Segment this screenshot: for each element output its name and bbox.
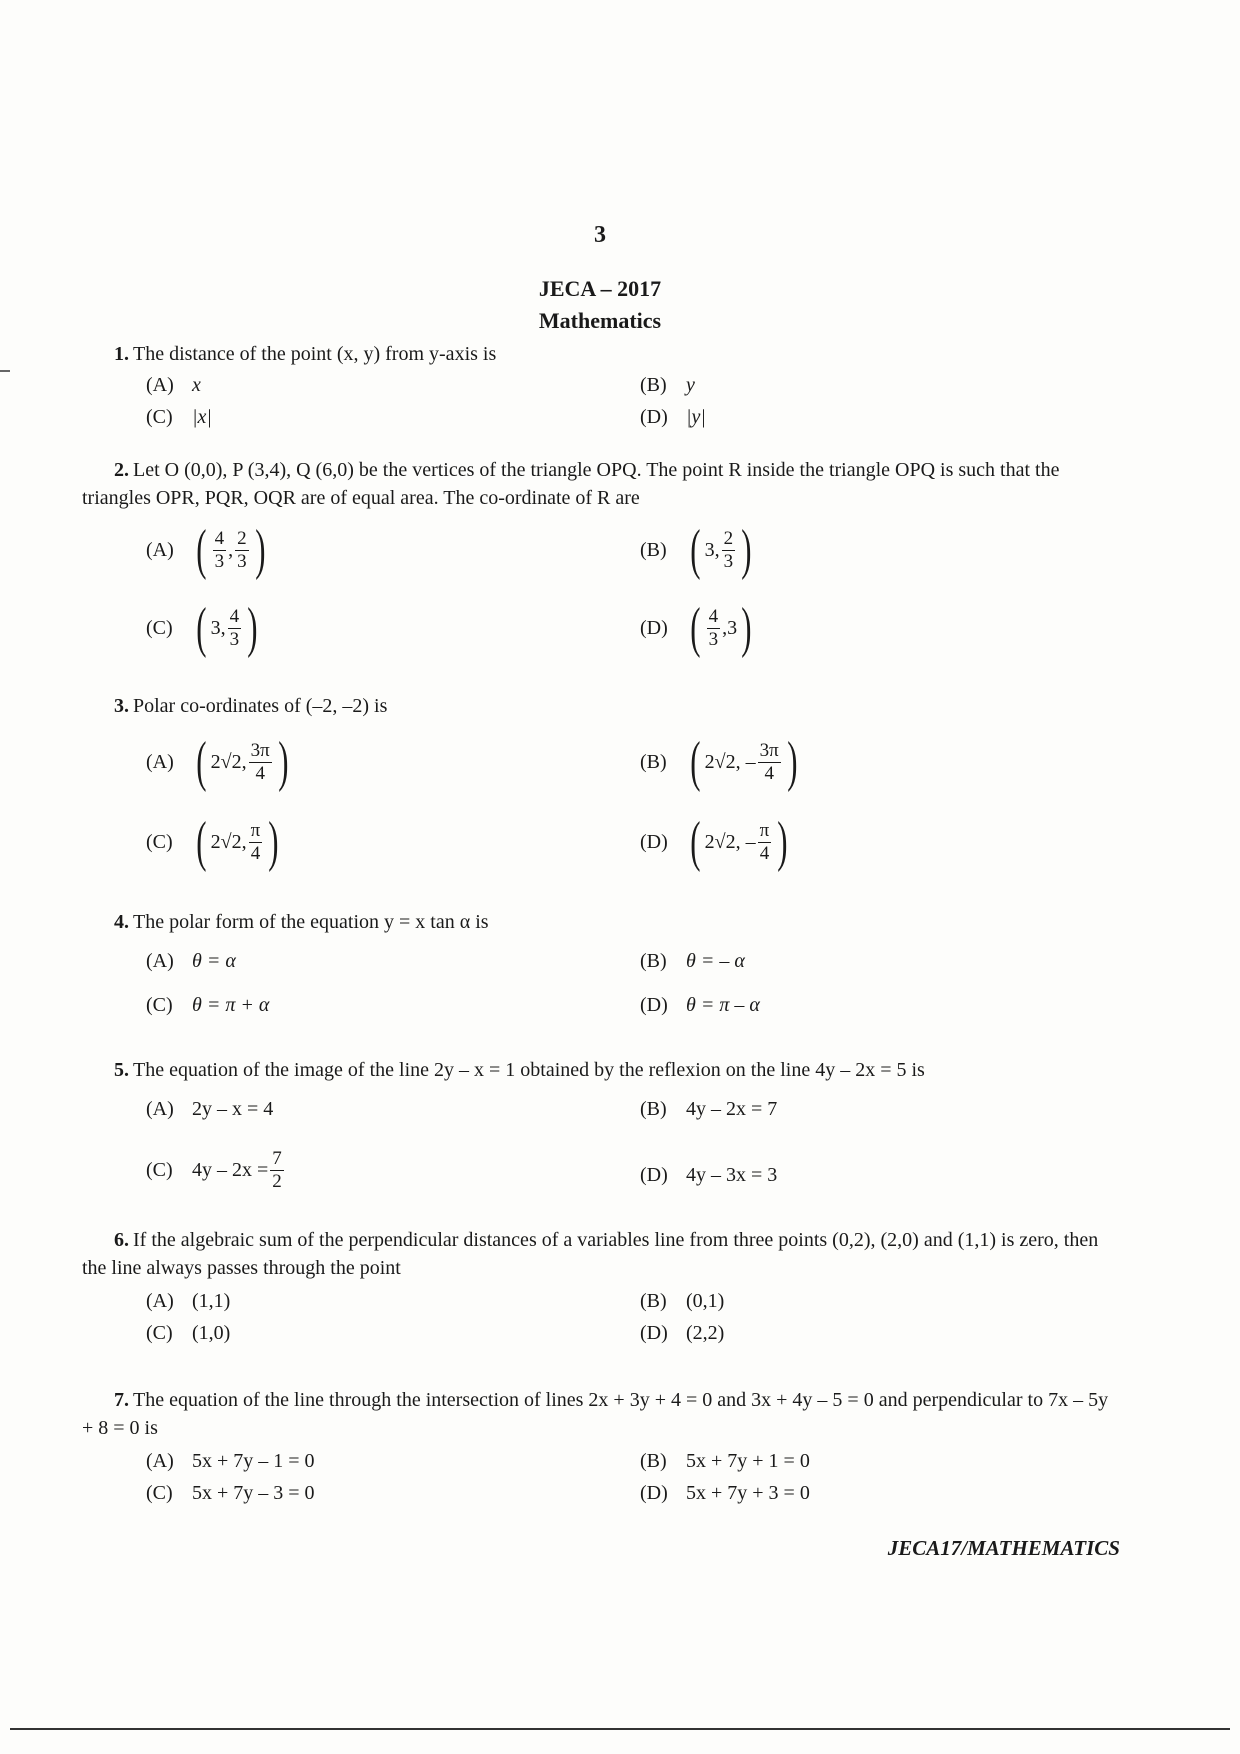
q5-option-d: (D) 4y – 3x = 3	[640, 1164, 778, 1186]
q4-option-d: (D) θ = π – α	[640, 994, 760, 1016]
q3-option-d: (D) ( 2√2, – $\frac{\pi}{4}$ )	[640, 811, 788, 873]
footer-code: JECA17/MATHEMATICS	[887, 1536, 1120, 1560]
q3-option-a: (A) ( 2√2, $\frac{3\pi}{4}$ )	[146, 731, 289, 793]
question-2: 2. Let O (0,0), P (3,4), Q (6,0) be the vertices of the triangle OPQ. The point R inside the triangle OPQ is such that the triangles OPR, PQR, OQR are of equal area. The co-ordinate of R are	[82, 459, 1060, 509]
q1-option-a: (A) x	[146, 374, 201, 396]
q6-option-c: (C) (1,0)	[146, 1322, 231, 1344]
question-text: The equation of the line through the intersection of lines 2x + 3y + 4 = 0 and 3x + 4y – 5 = 0 and perpendicular to 7x – 5y + 8 = 0 is	[82, 1389, 1109, 1439]
q1-option-c: (C) |x|	[146, 406, 212, 428]
q7-option-a: (A) 5x + 7y – 1 = 0	[146, 1450, 315, 1472]
bottom-rule	[10, 1728, 1230, 1730]
scan-mark	[0, 370, 10, 372]
question-7: 7. The equation of the line through the intersection of lines 2x + 3y + 4 = 0 and 3x + 4y – 5 = 0 and perpendicular to 7x – 5y + 8 = 0 is	[82, 1389, 1109, 1439]
q7-option-d: (D) 5x + 7y + 3 = 0	[640, 1482, 810, 1504]
q2-option-c: (C) ( 3 , $\frac{4}{3}$ )	[146, 597, 258, 659]
page-number: 3	[594, 222, 606, 248]
q7-option-b: (B) 5x + 7y + 1 = 0	[640, 1450, 810, 1472]
q5-option-b: (B) 4y – 2x = 7	[640, 1098, 778, 1120]
q3-option-b: (B) ( 2√2, – $\frac{3\pi}{4}$ )	[640, 731, 798, 793]
q3-option-c: (C) ( 2√2, $\frac{\pi}{4}$ )	[146, 811, 279, 873]
question-text: Polar co-ordinates of (–2, –2) is	[133, 695, 388, 717]
question-text: If the algebraic sum of the perpendicular distances of a variables line from three points (0,2), (2,0) and (1,1) is zero, then the line always passes through the point	[82, 1229, 1099, 1279]
question-text: The equation of the image of the line 2y – x = 1 obtained by the reflexion on the line 4y – 2x = 5 is	[133, 1059, 925, 1081]
question-4: 4. The polar form of the equation y = x tan α is	[114, 911, 489, 933]
q5-option-c: (C) 4y – 2x = $\frac{7}{2}$	[146, 1148, 282, 1192]
q2-option-b: (B) ( 3 , $\frac{2}{3}$ )	[640, 519, 752, 581]
q4-option-b: (B) θ = – α	[640, 950, 745, 972]
question-5: 5. The equation of the image of the line 2y – x = 1 obtained by the reflexion on the line 4y – 2x = 5 is	[114, 1059, 925, 1081]
q2-option-d: (D) ( $\frac{4}{3}$ , 3 )	[640, 597, 752, 659]
q4-option-a: (A) θ = α	[146, 950, 236, 972]
q6-option-a: (A) (1,1)	[146, 1290, 231, 1312]
q4-option-c: (C) θ = π + α	[146, 994, 270, 1016]
q7-option-c: (C) 5x + 7y – 3 = 0	[146, 1482, 315, 1504]
q5-option-a: (A) 2y – x = 4	[146, 1098, 274, 1120]
q1-option-d: (D) |y|	[640, 406, 706, 428]
question-text: The distance of the point (x, y) from y-axis is	[133, 343, 497, 365]
q6-option-d: (D) (2,2)	[640, 1322, 725, 1344]
question-6: 6. If the algebraic sum of the perpendicular distances of a variables line from three points (0,2), (2,0) and (1,1) is zero, then the line always passes through the point	[82, 1229, 1099, 1279]
question-3: 3. Polar co-ordinates of (–2, –2) is	[114, 695, 388, 717]
question-1: 1. The distance of the point (x, y) from y-axis is	[114, 343, 497, 365]
q1-option-b: (B) y	[640, 374, 695, 396]
question-text: The polar form of the equation y = x tan α is	[133, 911, 489, 933]
exam-title: JECA – 2017	[538, 276, 662, 301]
q6-option-b: (B) (0,1)	[640, 1290, 725, 1312]
question-text: Let O (0,0), P (3,4), Q (6,0) be the vertices of the triangle OPQ. The point R inside the triangle OPQ is such that the triangles OPR, PQR, OQR are of equal area. The co-ordinate of R are	[82, 459, 1060, 509]
subject-heading: Mathematics	[538, 308, 662, 333]
q2-option-a: (A) ( $\frac{4}{3}$ , $\frac{2}{3}$ )	[146, 519, 266, 581]
